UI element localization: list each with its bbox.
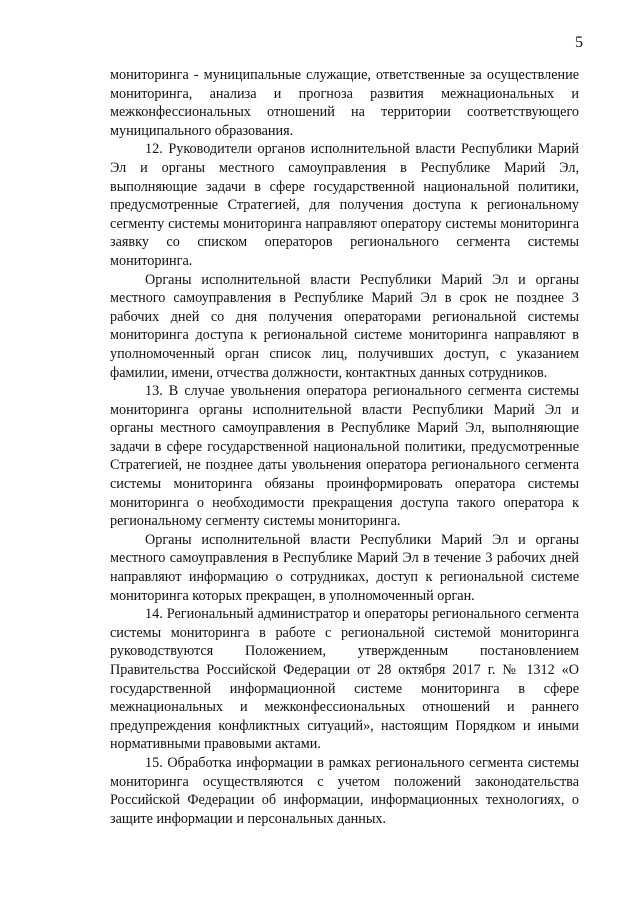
paragraph-dismissal-info: Органы исполнительной власти Республики Марий Эл и органы местного самоуправления в Республике Марий Эл в течение 3 рабочих дней направляют информацию о сотрудниках, доступ к региональной системе мониторинга которых прекращен, в уполномоченный орган. [110,531,579,604]
paragraph-continuation: мониторинга - муниципальные служащие, ответственные за осуществление мониторинга, анализа и прогноза развития межнациональных и межконфессиональных отношений на территории соответствующего муниципального образования. [110,67,579,139]
document-body [110,66,579,828]
paragraph-item-14: 14. Региональный администратор и операторы регионального сегмента системы мониторинга в работе с региональной системой мониторинга руководствуются Положением, утвержденным постановлением Правительства Российской Федерации от 28 октября 2017 г. № 1312 «О государственной информационной системе мониторинга в сфере межнациональных и межконфессиональных отношений и раннего предупреждения конфликтных ситуаций», настоящим Порядком и иными нормативными правовыми актами. [110,606,579,753]
paragraph-item-13: 13. В случае увольнения оператора регионального сегмента системы мониторинга органы исполнительной власти Республики Марий Эл и органы местного самоуправления в Республике Марий Эл, выполняющие задачи в сфере государственной национальной политики, предусмотренные Стратегией, не позднее даты увольнения оператора регионального сегмента системы мониторинга обязаны проинформировать оператора системы мониторинга о необходимости прекращения доступа такого оператора к региональному сегменту системы мониторинга. [110,383,579,530]
page-number: 5 [575,34,583,51]
paragraph-item-12: 12. Руководители органов исполнительной власти Республики Марий Эл и органы местного самоуправления в Республике Марий Эл, выполняющие задачи в сфере государственной национальной политики, предусмотренные Стратегией, для получения доступа к региональному сегменту системы мониторинга направляют оператору системы мониторинга заявку со списком операторов регионального сегмента системы мониторинга. [110,141,579,269]
paragraph-access-list: Органы исполнительной власти Республики Марий Эл и органы местного самоуправления в Республике Марий Эл в срок не позднее 3 рабочих дней со дня получения операторами региональной системы мониторинга доступа к региональной системе мониторинга направляют в уполномоченный орган список лиц, получивших доступ, с указанием фамилии, имени, отчества должности, контактных данных сотрудников. [110,271,579,381]
paragraph-item-15: 15. Обработка информации в рамках регионального сегмента системы мониторинга осуществляются с учетом положений законодательства Российской Федерации об информации, информационных технологиях, о защите информации и персональных данных. [110,754,579,827]
